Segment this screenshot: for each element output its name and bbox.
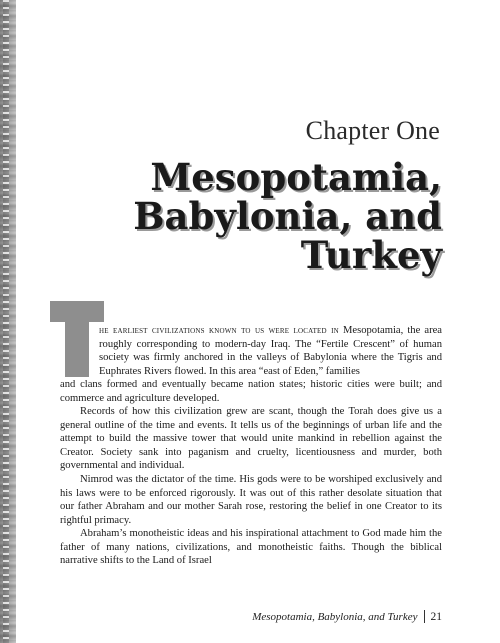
drop-cap-bar: [50, 301, 104, 322]
chapter-title: [82, 155, 442, 277]
opening-indented-block: [60, 324, 442, 378]
body-paragraph: Abraham’s monotheistic ideas and his inspirational attachment to God made him the father of many nations, civilizations, and monotheistic faiths. Though the biblical narrative shifts to the Land of Israel: [60, 528, 442, 567]
chapter-title-line: Babylonia, and: [133, 194, 442, 238]
chapter-title-line: Mesopotamia,: [150, 155, 442, 199]
opening-paragraph: [60, 324, 442, 405]
opening-smallcaps: he earliest civilizations known to us were located in: [99, 325, 339, 336]
chapter-label: Chapter One: [305, 116, 440, 145]
running-head: Mesopotamia, Babylonia, and Turkey: [252, 610, 418, 623]
opening-indented-rest: Mesopotamia, the area roughly corresponding to modern-day Iraq. The “Fertile Crescent” of human society was firmly anchored in the valleys of Babylonia where the Tigris and Euphrates Rivers flowed. In this area “east of Eden,” families: [99, 325, 443, 377]
page-edge-decoration: [0, 0, 16, 643]
footer-separator: [424, 610, 425, 623]
body-paragraph: Nimrod was the dictator of the time. His gods were to be worshiped exclusively and his laws were to be enforced rigorously. It was out of this rather desolate situation that our father Abraham and our mother Sarah rose, restoring the belief in one Creator to its rightful primacy.: [60, 474, 442, 526]
opening-rest: and clans formed and eventually became nation states; historic cities were built; and commerce and agriculture developed.: [60, 379, 442, 404]
page-number: 21: [430, 610, 442, 623]
page-footer: [252, 610, 442, 623]
body-paragraph: Records of how this civilization grew are scant, though the Torah does give us a general outline of the time and events. It tells us of the beginnings of urban life and the attempt to build the massive tower that would unite mankind in rebellion against the Creator. Society sank into paganism and cruelty, licentiousness and murder, both governmental and individual.: [60, 406, 442, 472]
chapter-title-line: Turkey: [300, 233, 442, 277]
chapter-body: [60, 324, 442, 568]
